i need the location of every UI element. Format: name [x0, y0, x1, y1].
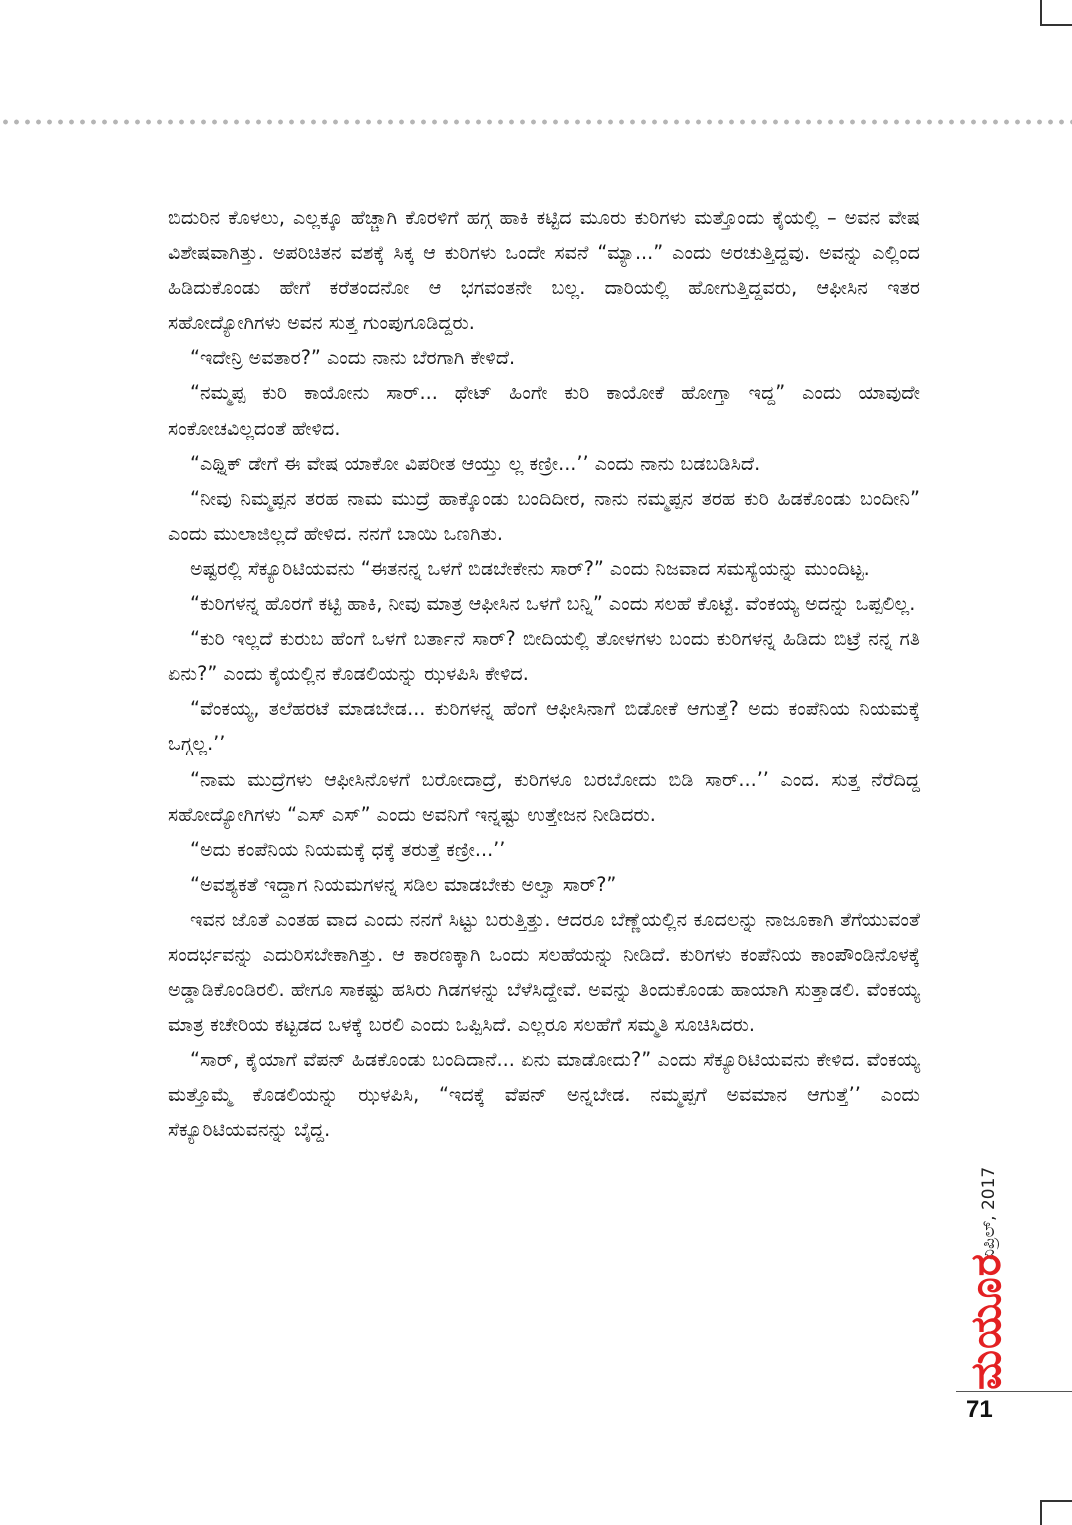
page-sidebar [955, 1090, 1035, 1390]
paragraph: “ನಾಮ ಮುದ್ರೆಗಳು ಆಫೀಸಿನೊಳಗೆ ಬರೋದಾದ್ರೆ, ಕುರಿಗಳೂ ಬರಬೋದು ಬಿಡಿ ಸಾರ್...’’ ಎಂದ. ಸುತ್ತ ನೆರೆದಿದ್ದ ಸಹೋದ್ಯೋಗಿಗಳು “ಎಸ್ ಎಸ್” ಎಂದು ಅವನಿಗೆ ಇನ್ನಷ್ಟು ಉತ್ತೇಜನ ನೀಡಿದರು. [168, 767, 920, 826]
crop-mark-top-horizontal [1040, 24, 1072, 26]
paragraph: “ನಮ್ಮಪ್ಪ ಕುರಿ ಕಾಯೋನು ಸಾರ್... ಥೇಟ್ ಹಿಂಗೇ ಕುರಿ ಕಾಯೋಕೆ ಹೋಗ್ತಾ ಇದ್ದ” ಎಂದು ಯಾವುದೇ ಸಂಕೋಚವಿಲ್ಲದಂತೆ ಹೇಳಿದ. [168, 381, 920, 440]
paragraph: “ಅವಶ್ಯಕತೆ ಇದ್ದಾಗ ನಿಯಮಗಳನ್ನ ಸಡಿಲ ಮಾಡಬೇಕು ಅಲ್ವಾ ಸಾರ್?” [190, 872, 617, 896]
paragraph: “ಎಥ್ನಿಕ್ ಡೇಗೆ ಈ ವೇಷ ಯಾಕೋ ವಿಪರೀತ ಆಯ್ತು ಲ್ಲ ಕಣ್ರೀ...’’ ಎಂದು ನಾನು ಬಡಬಡಿಸಿದೆ. [190, 451, 761, 475]
magazine-logo: ಮಯೂರ [961, 1253, 1010, 1390]
page-number: 71 [966, 1396, 993, 1423]
dotted-header-rule [0, 118, 1072, 126]
paragraph: “ಕುರಿಗಳನ್ನ ಹೊರಗೆ ಕಟ್ಟಿ ಹಾಕಿ, ನೀವು ಮಾತ್ರ ಆಫೀಸಿನ ಒಳಗೆ ಬನ್ನಿ” ಎಂದು ಸಲಹೆ ಕೊಟ್ಟೆ. ವೆಂಕಯ್ಯ ಅದನ್ನು ಒಪ್ಪಲಿಲ್ಲ. [190, 592, 916, 616]
crop-mark-bottom-vertical [1040, 1500, 1042, 1525]
page-number-rule [956, 1391, 1072, 1392]
paragraph: ಇವನ ಜೊತೆ ಎಂತಹ ವಾದ ಎಂದು ನನಗೆ ಸಿಟ್ಟು ಬರುತ್ತಿತ್ತು. ಆದರೂ ಬೆಣ್ಣೆಯಲ್ಲಿನ ಕೂದಲನ್ನು ನಾಜೂಕಾಗಿ ತೆಗೆಯುವಂತೆ ಸಂದರ್ಭವನ್ನು ಎದುರಿಸಬೇಕಾಗಿತ್ತು. ಆ ಕಾರಣಕ್ಕಾಗಿ ಒಂದು ಸಲಹೆಯನ್ನು ನೀಡಿದೆ. ಕುರಿಗಳು ಕಂಪೆನಿಯ ಕಾಂಪೌಂಡಿನೊಳಕ್ಕೆ ಅಡ್ಡಾಡಿಕೊಂಡಿರಲಿ. ಹೇಗೂ ಸಾಕಷ್ಟು ಹಸಿರು ಗಿಡಗಳನ್ನು ಬೆಳೆಸಿದ್ದೇವೆ. ಅವನ್ನು ತಿಂದುಕೊಂಡು ಹಾಯಾಗಿ ಸುತ್ತಾಡಲಿ. ವೆಂಕಯ್ಯ ಮಾತ್ರ ಕಚೇರಿಯ ಕಟ್ಟಡದ ಒಳಕ್ಕೆ ಬರಲಿ ಎಂದು ಒಪ್ಪಿಸಿದೆ. ಎಲ್ಲರೂ ಸಲಹೆಗೆ ಸಮ್ಮತಿ ಸೂಚಿಸಿದರು. [168, 907, 920, 1037]
paragraph: “ಕುರಿ ಇಲ್ಲದೆ ಕುರುಬ ಹೆಂಗೆ ಒಳಗೆ ಬರ್ತಾನೆ ಸಾರ್? ಬೀದಿಯಲ್ಲಿ ತೋಳಗಳು ಬಂದು ಕುರಿಗಳನ್ನ ಹಿಡಿದು ಬಿಟ್ರೆ ನನ್ನ ಗತಿ ಏನು?” ಎಂದು ಕೈಯಲ್ಲಿನ ಕೊಡಲಿಯನ್ನು ಝಳಪಿಸಿ ಕೇಳಿದ. [168, 627, 920, 686]
article-body [168, 200, 920, 1148]
paragraph: ಅಷ್ಟರಲ್ಲಿ ಸೆಕ್ಯೂರಿಟಿಯವನು “ಈತನನ್ನ ಒಳಗೆ ಬಿಡಬೇಕೇನು ಸಾರ್?” ಎಂದು ನಿಜವಾದ ಸಮಸ್ಯೆಯನ್ನು ಮುಂದಿಟ್ಟ. [190, 556, 870, 580]
paragraph: “ಸಾರ್, ಕೈಯಾಗೆ ವೆಪನ್ ಹಿಡಕೊಂಡು ಬಂದಿದಾನೆ... ಏನು ಮಾಡೋದು?” ಎಂದು ಸೆಕ್ಯೂರಿಟಿಯವನು ಕೇಳಿದ. ವೆಂಕಯ್ಯ ಮತ್ತೊಮ್ಮೆ ಕೊಡಲಿಯನ್ನು ಝಳಪಿಸಿ, “ಇದಕ್ಕೆ ವೆಪನ್ ಅನ್ನಬೇಡ. ನಮ್ಮಪ್ಪಗೆ ಅವಮಾನ ಆಗುತ್ತೆ’’ ಎಂದು ಸೆಕ್ಯೂರಿಟಿಯವನನ್ನು ಬೈದ್ದ. [168, 1048, 920, 1142]
paragraph: “ಇದೇನ್ರಿ ಅವತಾರ?” ಎಂದು ನಾನು ಬೆರಗಾಗಿ ಕೇಳಿದೆ. [190, 346, 516, 370]
issue-date: ಏಪ್ರಿಲ್, 2017 [979, 1166, 999, 1260]
crop-mark-bottom-horizontal [1040, 1500, 1072, 1502]
paragraph: “ನೀವು ನಿಮ್ಮಪ್ಪನ ತರಹ ನಾಮ ಮುದ್ರೆ ಹಾಕ್ಕೊಂಡು ಬಂದಿದೀರ, ನಾನು ನಮ್ಮಪ್ಪನ ತರಹ ಕುರಿ ಹಿಡಕೊಂಡು ಬಂದೀನಿ” ಎಂದು ಮುಲಾಜಿಲ್ಲದೆ ಹೇಳಿದ. ನನಗೆ ಬಾಯಿ ಒಣಗಿತು. [168, 486, 920, 545]
paragraph: ಬಿದುರಿನ ಕೊಳಲು, ಎಲ್ಲಕ್ಕೂ ಹೆಚ್ಚಾಗಿ ಕೊರಳಿಗೆ ಹಗ್ಗ ಹಾಕಿ ಕಟ್ಟಿದ ಮೂರು ಕುರಿಗಳು ಮತ್ತೊಂದು ಕೈಯಲ್ಲಿ – ಅವನ ವೇಷ ವಿಶೇಷವಾಗಿತ್ತು. ಅಪರಿಚಿತನ ವಶಕ್ಕೆ ಸಿಕ್ಕ ಆ ಕುರಿಗಳು ಒಂದೇ ಸವನೆ “ಮ್ಯಾ...” ಎಂದು ಅರಚುತ್ತಿದ್ದವು. ಅವನ್ನು ಎಲ್ಲಿಂದ ಹಿಡಿದುಕೊಂಡು ಹೇಗೆ ಕರೆತಂದನೋ ಆ ಭಗವಂತನೇ ಬಲ್ಲ. ದಾರಿಯಲ್ಲಿ ಹೋಗುತ್ತಿದ್ದವರು, ಆಫೀಸಿನ ಇತರ ಸಹೋದ್ಯೋಗಿಗಳು ಅವನ ಸುತ್ತ ಗುಂಪುಗೂಡಿದ್ದರು. [168, 206, 920, 335]
paragraph: “ವೆಂಕಯ್ಯ, ತಲೆಹರಟೆ ಮಾಡಬೇಡ... ಕುರಿಗಳನ್ನ ಹೆಂಗೆ ಆಫೀಸಿನಾಗೆ ಬಿಡೋಕೆ ಆಗುತ್ತೆ? ಅದು ಕಂಪೆನಿಯ ನಿಯಮಕ್ಕೆ ಒಗ್ಗಲ್ಲ.’’ [168, 697, 920, 756]
paragraph: “ಅದು ಕಂಪೆನಿಯ ನಿಯಮಕ್ಕೆ ಧಕ್ಕೆ ತರುತ್ತೆ ಕಣ್ರೀ...’’ [190, 837, 506, 861]
crop-mark-top-vertical [1040, 0, 1042, 26]
